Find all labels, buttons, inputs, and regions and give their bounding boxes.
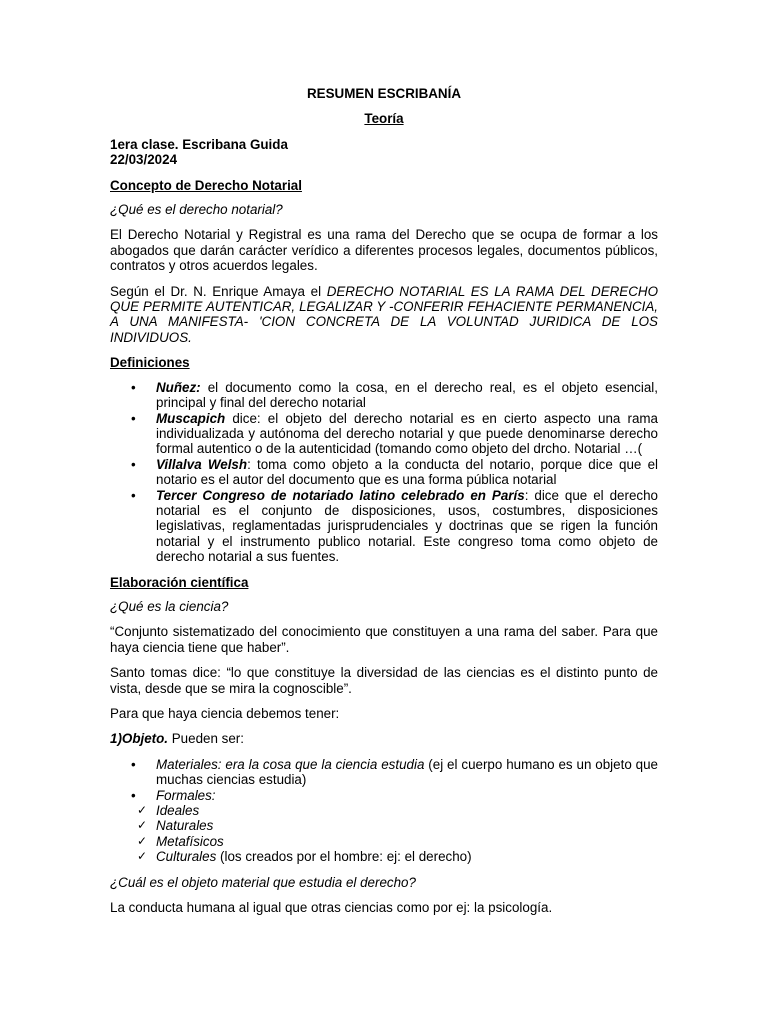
bullet-icon: • <box>131 787 136 803</box>
list-item <box>110 488 658 565</box>
bullet-icon: • <box>131 410 136 426</box>
list-item <box>110 380 658 411</box>
checkmark-icon: ✓ <box>137 833 148 848</box>
question-derecho-notarial: ¿Qué es el derecho notarial? <box>110 202 283 218</box>
check-italic: Ideales <box>156 803 200 819</box>
definition-author: Villalva Welsh <box>156 456 248 472</box>
paragraph-objeto <box>110 731 658 746</box>
check-item <box>110 834 658 849</box>
check-item <box>110 818 658 833</box>
section-heading-elaboracion: Elaboración científica <box>110 574 249 590</box>
document-subtitle: Teoría <box>364 111 404 127</box>
objects-list <box>110 757 658 865</box>
document-title: RESUMEN ESCRIBANÍA <box>306 86 461 101</box>
check-italic: Naturales <box>156 818 214 834</box>
definition-text: dice: el objeto del derecho notarial es en cierto aspecto una rama individualizada y autónoma del derecho notarial y que puede denominarse derecho formal autentico o de la autenticidad (tomando como objeto del drcho. Notarial …( <box>156 410 658 457</box>
amaya-lead: Según el Dr. N. Enrique Amaya el <box>110 283 327 299</box>
amaya-definition: DERECHO NOTARIAL ES LA RAMA DEL DERECHO QUE PERMITE AUTENTICAR, LEGALIZAR Y -CONFERIR FEHACIENTE PERMANENCIA, A UNA MANIFESTA- 'CION CONCRETA DE LA VOLUNTAD JURIDICA DE LOS INDIVIDUOS. <box>110 283 658 345</box>
check-text: (los creados por el hombre: ej: el derecho) <box>216 849 472 865</box>
list-item <box>110 411 658 457</box>
bullet-icon: • <box>131 379 136 395</box>
document-page <box>110 86 658 925</box>
check-item <box>110 803 658 818</box>
definition-author: Muscapich <box>156 410 226 426</box>
bullet-icon: • <box>131 487 136 503</box>
materiales-label: Materiales: <box>156 756 222 772</box>
paragraph-amaya <box>110 284 658 346</box>
definition-text: el documento como la cosa, en el derecho real, es el objeto esencial, principal y final del derecho notarial <box>156 379 658 411</box>
class-info <box>110 137 658 168</box>
section-heading-definiciones: Definiciones <box>110 355 190 371</box>
definition-text: : toma como objeto a la conducta del notario, porque dice que el notario es el autor del documento que es una forma pública notarial <box>156 456 658 488</box>
paragraph-requisitos: Para que haya ciencia debemos tener: <box>110 706 340 721</box>
materiales-text: (ej el cuerpo humano es un objeto que muchas ciencias estudia) <box>156 756 659 788</box>
question-ciencia: ¿Qué es la ciencia? <box>110 598 229 614</box>
objeto-label: 1)Objeto. <box>110 731 169 747</box>
list-item <box>110 788 658 803</box>
definitions-list <box>110 380 658 565</box>
materiales-italic: era la cosa que la ciencia estudia <box>221 756 425 772</box>
paragraph-conducta-humana: La conducta humana al igual que otras ciencias como por ej: la psicología. <box>110 900 553 916</box>
list-item <box>110 757 658 788</box>
check-item <box>110 849 658 864</box>
checkmark-icon: ✓ <box>137 849 148 864</box>
paragraph-derecho-notarial: El Derecho Notarial y Registral es una rama del Derecho que se ocupa de formar a los abogados que darán carácter verídico a diferentes procesos legales, documentos públicos, contratos y otros acuerdos legales. <box>110 227 658 274</box>
question-objeto-material: ¿Cuál es el objeto material que estudia el derecho? <box>110 874 416 890</box>
definition-text: : dice que el derecho notarial es el conjunto de disposiciones, usos, costumbres, disposiciones legislativas, reglamentadas jurisprudenciales y doctrinas que se rigen la función notarial y el instrumento publico notarial. Este congreso toma como objeto de derecho notarial a sus fuentes. <box>156 487 658 565</box>
paragraph-ciencia-definicion: “Conjunto sistematizado del conocimiento que constituyen a una rama del saber. Para que haya ciencia tiene que haber”. <box>110 624 658 655</box>
definition-author: Tercer Congreso de notariado latino celebrado en París <box>156 487 525 503</box>
definition-author: Nuñez: <box>156 379 201 395</box>
class-date: 22/03/2024 <box>110 152 178 168</box>
checkmark-icon: ✓ <box>137 818 148 833</box>
checkmark-icon: ✓ <box>137 803 148 818</box>
objeto-text: Pueden ser: <box>168 731 244 747</box>
check-italic: Metafísicos <box>156 833 224 849</box>
formales-label: Formales: <box>156 787 216 803</box>
bullet-icon: • <box>131 456 136 472</box>
paragraph-santo-tomas: Santo tomas dice: “lo que constituye la diversidad de las ciencias es el distinto punto de vista, desde que se mira la cognoscible”. <box>110 665 658 696</box>
list-item <box>110 457 658 488</box>
section-heading-concepto: Concepto de Derecho Notarial <box>110 177 302 193</box>
check-italic: Culturales <box>156 849 217 865</box>
bullet-icon: • <box>131 756 136 772</box>
class-line: 1era clase. Escribana Guida <box>110 136 288 152</box>
